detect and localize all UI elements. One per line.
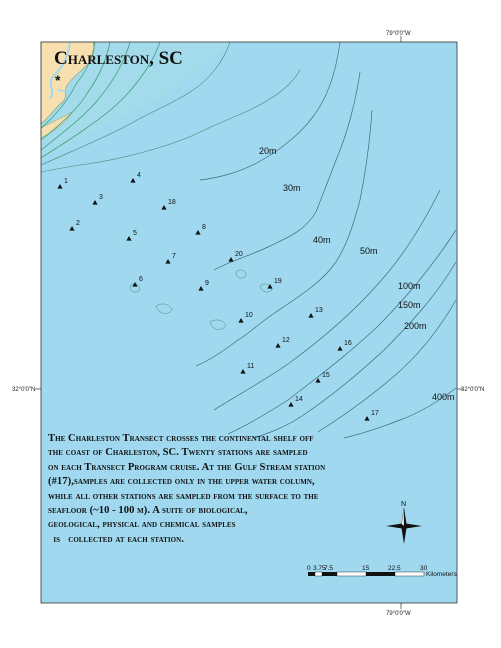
- station-label: 8: [202, 224, 206, 231]
- station-label: 11: [247, 363, 255, 370]
- contour-label-150m: 150m: [398, 300, 421, 310]
- description-line: the coast of Charleston, SC. Twenty stations are sampled: [48, 447, 308, 459]
- contour-label-30m: 30m: [283, 183, 301, 193]
- scale-tick-4: 22.5: [388, 565, 401, 572]
- scale-tick-1: 3.75: [313, 565, 326, 572]
- station-label: 5: [133, 230, 137, 237]
- scale-tick-5: 30: [420, 565, 428, 572]
- contour-label-40m: 40m: [313, 235, 331, 245]
- station-label: 9: [205, 280, 209, 287]
- station-label: 13: [315, 307, 323, 314]
- station-label: 1: [64, 178, 68, 185]
- station-label: 12: [282, 337, 290, 344]
- station-label: 20: [235, 251, 243, 258]
- scale-tick-0: 0: [307, 565, 311, 572]
- contour-label-400m: 400m: [432, 392, 455, 402]
- coord-left-lat: 32°0'0"N: [12, 387, 36, 393]
- station-label: 4: [137, 172, 141, 179]
- station-label: 3: [99, 194, 103, 201]
- description-line: (#17),samples are collected only in the upper water column,: [48, 476, 315, 488]
- description-line: is collected at each station.: [48, 533, 184, 545]
- station-label: 7: [172, 253, 176, 260]
- station-label: 2: [76, 220, 80, 227]
- contour-label-50m: 50m: [360, 246, 378, 256]
- station-label: 10: [245, 312, 253, 319]
- scale-tick-2: 7.5: [324, 565, 334, 572]
- city-marker: *: [55, 72, 61, 88]
- contour-label-100m: 100m: [398, 281, 421, 291]
- station-label: 18: [168, 199, 176, 206]
- description-line: on each Transect Program cruise. At the Gulf Stream station: [48, 461, 326, 473]
- coord-top-lon: 79°0'0"W: [386, 31, 411, 37]
- description: [48, 432, 470, 547]
- station-label: 16: [344, 340, 352, 347]
- station-label: 17: [371, 410, 379, 417]
- contour-label-200m: 200m: [404, 321, 427, 331]
- description-line: geological, physical and chemical samples: [48, 519, 236, 531]
- station-label: 6: [139, 276, 143, 283]
- station-label: 14: [295, 396, 303, 403]
- contour-label-20m: 20m: [259, 146, 277, 156]
- coord-bottom-lon: 79°0'0"W: [386, 611, 411, 617]
- station-label: 15: [322, 372, 330, 379]
- scale-tick-3: 15: [362, 565, 370, 572]
- scale-unit: Kilometers: [426, 571, 457, 578]
- description-line: The Charleston Transect crosses the continental shelf off: [48, 433, 314, 444]
- station-label: 19: [274, 278, 282, 285]
- description-line: seafloor (~10 - 100 m). A suite of biological,: [48, 505, 248, 517]
- map-title: Charleston, SC: [54, 48, 183, 69]
- north-arrow-label: N: [401, 501, 407, 508]
- coord-right-lat: 32°0'0"N: [461, 387, 485, 393]
- description-line: while all other stations are sampled from the surface to the: [48, 490, 319, 502]
